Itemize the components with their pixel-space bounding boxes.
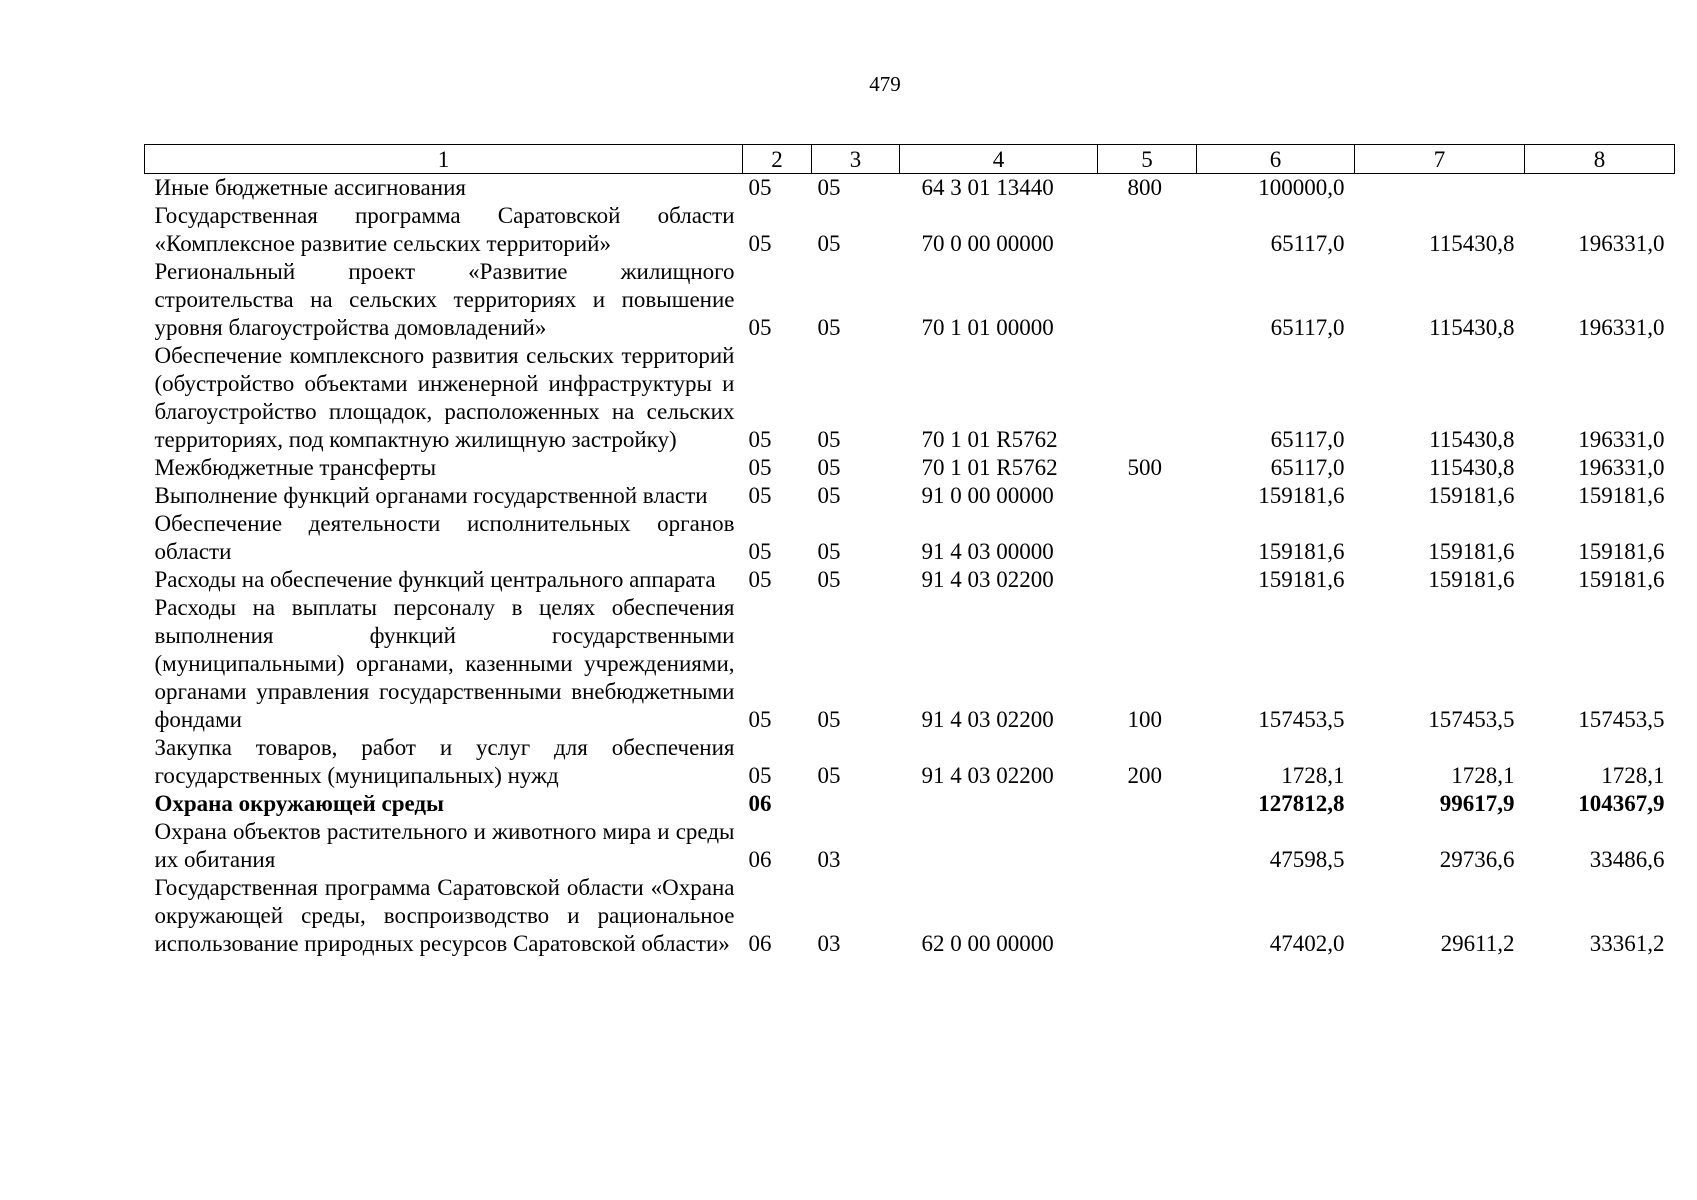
amount-col8: 159181,6: [1578, 567, 1665, 592]
target-article-code: [900, 818, 1098, 874]
amount-col6: 159181,6: [1258, 483, 1345, 508]
expense-type-code: [1098, 790, 1197, 818]
column-header: 3: [812, 145, 900, 174]
table-row: [145, 342, 1675, 454]
subsection-code: 05: [817, 707, 841, 732]
subsection-code: [812, 790, 900, 818]
section-code: 05: [748, 175, 772, 200]
row-name: Обеспечение комплексного развития сельских территорий (обустройство объектами инженерной инфраструктуры и благоустройство площадок, расположенных на сельских территориях, под компактную жилищную застройку): [154, 343, 735, 452]
amount-col7: 157453,5: [1428, 707, 1515, 732]
subsection-code: 03: [817, 931, 841, 956]
expense-type-code: 500: [1127, 455, 1162, 480]
subsection-code: 05: [817, 567, 841, 592]
amount-col6: 65117,0: [1270, 315, 1345, 340]
amount-col8: 196331,0: [1578, 315, 1665, 340]
subsection-code: 05: [817, 315, 841, 340]
target-article-code: 70 1 01 R5762: [921, 455, 1058, 480]
amount-col7: 159181,6: [1428, 567, 1515, 592]
column-header: 6: [1197, 145, 1355, 174]
section-code: 05: [748, 539, 772, 564]
table-row: [145, 202, 1675, 258]
table-row: [145, 482, 1675, 510]
subsection-code: 05: [817, 455, 841, 480]
table-row: [145, 566, 1675, 594]
amount-col8: 159181,6: [1578, 539, 1665, 564]
column-number-row: [145, 145, 1675, 174]
amount-col7: 1728,1: [1451, 763, 1515, 788]
table-body: [145, 174, 1675, 959]
amount-col8: 1728,1: [1601, 763, 1665, 788]
budget-table: [144, 144, 1675, 958]
table-row: [145, 258, 1675, 342]
amount-col8: 33361,2: [1589, 931, 1665, 956]
target-article-code: 91 4 03 02200: [921, 707, 1054, 732]
amount-col8: [1525, 174, 1675, 203]
amount-col6: 65117,0: [1270, 231, 1345, 256]
subsection-code: 05: [817, 427, 841, 452]
expense-type-code: [1098, 482, 1197, 510]
target-article-code: 62 0 00 00000: [921, 931, 1054, 956]
target-article-code: 70 0 00 00000: [921, 231, 1054, 256]
amount-col6: 159181,6: [1258, 539, 1345, 564]
section-code: 06: [748, 847, 772, 872]
section-code: 05: [748, 427, 772, 452]
table-row: [145, 790, 1675, 818]
amount-col7: 115430,8: [1429, 231, 1515, 256]
subsection-code: 03: [817, 847, 841, 872]
target-article-code: 70 1 01 R5762: [921, 427, 1058, 452]
amount-col6: 65117,0: [1270, 455, 1345, 480]
subsection-code: 05: [817, 763, 841, 788]
amount-col6: 157453,5: [1258, 707, 1345, 732]
section-code: 06: [748, 791, 772, 816]
expense-type-code: [1098, 202, 1197, 258]
expense-type-code: [1098, 874, 1197, 958]
row-name: Обеспечение деятельности исполнительных органов области: [154, 511, 735, 564]
expense-type-code: [1098, 566, 1197, 594]
amount-col7: 99617,9: [1439, 791, 1515, 816]
table-row: [145, 734, 1675, 790]
target-article-code: 91 4 03 02200: [921, 763, 1054, 788]
target-article-code: [900, 790, 1098, 818]
amount-col7: 115430,8: [1429, 427, 1515, 452]
row-name: Выполнение функций органами государственной власти: [154, 483, 708, 508]
row-name: Иные бюджетные ассигнования: [154, 175, 466, 200]
row-name: Межбюджетные трансферты: [154, 455, 437, 480]
amount-col6: 159181,6: [1258, 567, 1345, 592]
column-header: 5: [1098, 145, 1197, 174]
section-code: 05: [748, 707, 772, 732]
amount-col7: 115430,8: [1429, 315, 1515, 340]
section-code: 05: [748, 567, 772, 592]
row-name: Расходы на обеспечение функций центрального аппарата: [154, 567, 716, 592]
row-name: Государственная программа Саратовской области «Охрана окружающей среды, воспроизводство и рациональное использование природных ресурсов Саратовской области»: [154, 875, 735, 956]
table-row: [145, 594, 1675, 734]
row-name: Закупка товаров, работ и услуг для обеспечения государственных (муниципальных) нужд: [154, 735, 735, 788]
row-name: Государственная программа Саратовской области «Комплексное развитие сельских территорий»: [154, 203, 735, 256]
amount-col6: 47598,5: [1269, 847, 1345, 872]
amount-col8: 196331,0: [1578, 427, 1665, 452]
target-article-code: 64 3 01 13440: [921, 175, 1054, 200]
amount-col7: 29736,6: [1439, 847, 1515, 872]
amount-col7: 115430,8: [1429, 455, 1515, 480]
amount-col8: 196331,0: [1578, 231, 1665, 256]
amount-col6: 100000,0: [1258, 175, 1345, 200]
amount-col6: 47402,0: [1269, 931, 1345, 956]
expense-type-code: 100: [1127, 707, 1162, 732]
subsection-code: 05: [817, 175, 841, 200]
column-header: 1: [145, 145, 743, 174]
expense-type-code: 200: [1127, 763, 1162, 788]
amount-col7: 29611,2: [1440, 931, 1515, 956]
expense-type-code: [1098, 342, 1197, 454]
expense-type-code: [1098, 258, 1197, 342]
column-header: 2: [743, 145, 812, 174]
column-header: 8: [1525, 145, 1675, 174]
amount-col7: [1355, 174, 1525, 203]
table-row: [145, 454, 1675, 482]
table-row: [145, 874, 1675, 958]
amount-col8: 104367,9: [1578, 791, 1665, 816]
target-article-code: 70 1 01 00000: [921, 315, 1054, 340]
row-name: Охрана окружающей среды: [154, 791, 444, 816]
amount-col8: 196331,0: [1578, 455, 1665, 480]
amount-col7: 159181,6: [1428, 539, 1515, 564]
amount-col7: 159181,6: [1428, 483, 1515, 508]
table-row: [145, 174, 1675, 203]
target-article-code: 91 0 00 00000: [921, 483, 1054, 508]
subsection-code: 05: [817, 231, 841, 256]
amount-col8: 157453,5: [1578, 707, 1665, 732]
row-name: Региональный проект «Развитие жилищного строительства на сельских территориях и повышение уровня благоустройства домовладений»: [154, 259, 735, 340]
subsection-code: 05: [817, 483, 841, 508]
page-number: 479: [869, 72, 901, 96]
amount-col6: 65117,0: [1270, 427, 1345, 452]
section-code: 05: [748, 763, 772, 788]
table-row: [145, 510, 1675, 566]
row-name: Расходы на выплаты персоналу в целях обеспечения выполнения функций государственными (муниципальными) органами, казенными учреждениями, органами управления государственными внебюджетными фондами: [154, 595, 735, 732]
section-code: 05: [748, 455, 772, 480]
section-code: 05: [748, 315, 772, 340]
section-code: 06: [748, 931, 772, 956]
amount-col6: 127812,8: [1258, 791, 1345, 816]
target-article-code: 91 4 03 00000: [921, 539, 1054, 564]
section-code: 05: [748, 231, 772, 256]
row-name: Охрана объектов растительного и животного мира и среды их обитания: [154, 819, 735, 872]
column-header: 7: [1355, 145, 1525, 174]
target-article-code: 91 4 03 02200: [921, 567, 1054, 592]
amount-col8: 159181,6: [1578, 483, 1665, 508]
amount-col8: 33486,6: [1589, 847, 1665, 872]
subsection-code: 05: [817, 539, 841, 564]
expense-type-code: [1098, 510, 1197, 566]
column-header: 4: [900, 145, 1098, 174]
expense-type-code: [1098, 818, 1197, 874]
section-code: 05: [748, 483, 772, 508]
table-row: [145, 818, 1675, 874]
expense-type-code: 800: [1127, 175, 1162, 200]
amount-col6: 1728,1: [1281, 763, 1345, 788]
